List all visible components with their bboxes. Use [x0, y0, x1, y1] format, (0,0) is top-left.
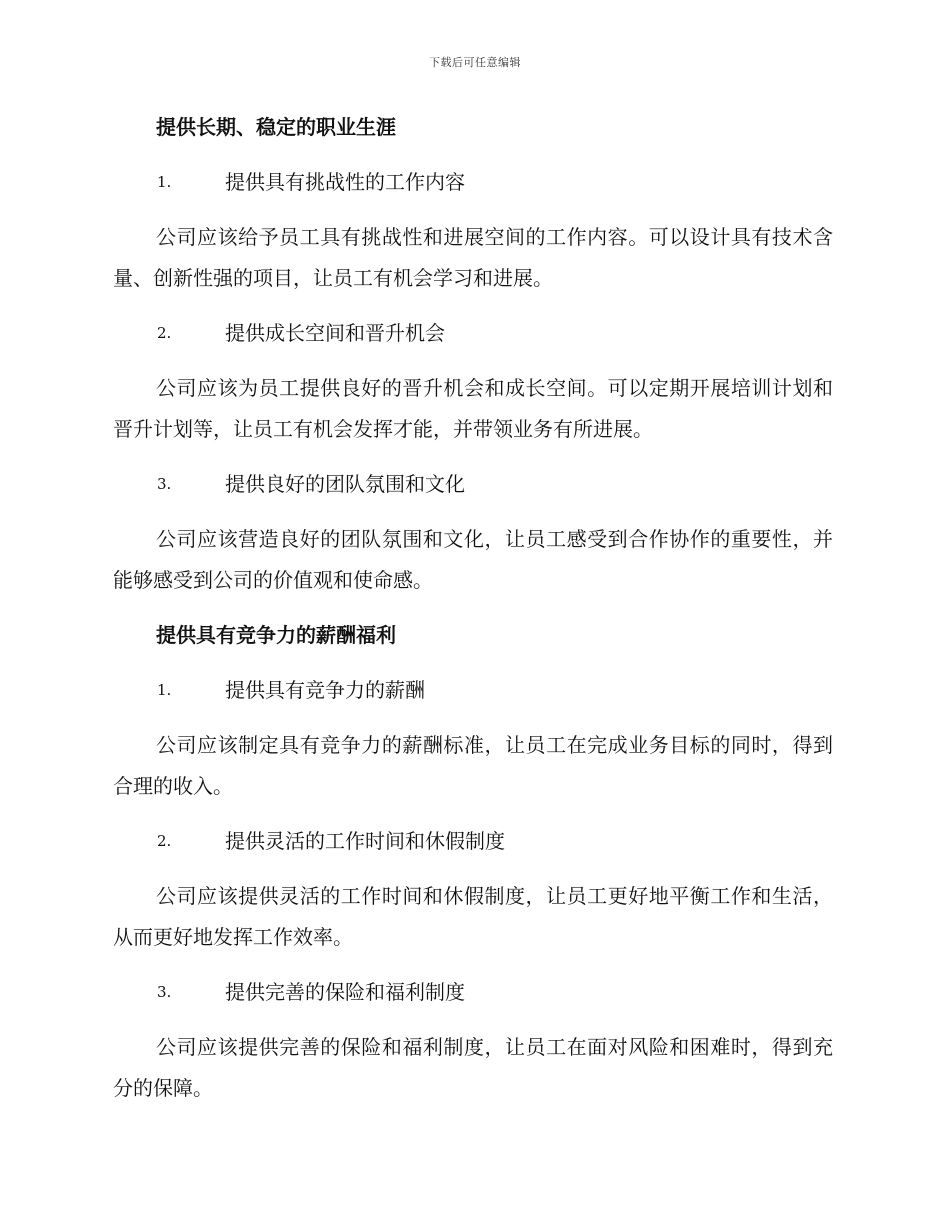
item-number: 1.	[157, 173, 172, 191]
item-number: 1.	[157, 681, 172, 699]
item-number: 3.	[157, 475, 172, 493]
item-paragraph: 公司应该提供完善的保险和福利制度，让员工在面对风险和困难时，得到充分的保障。	[113, 1035, 833, 1100]
item-paragraph: 公司应该为员工提供良好的晋升机会和成长空间。可以定期开展培训计划和晋升计划等，让员工有机会发挥才能，并带领业务有所进展。	[113, 376, 833, 441]
item-paragraph: 公司应该营造良好的团队氛围和文化，让员工感受到合作协作的重要性，并能够感受到公司的价值观和使命感。	[113, 527, 833, 592]
item-title: 提供良好的团队氛围和文化	[225, 472, 465, 496]
page-header: 下载后可任意编辑	[429, 56, 521, 69]
list-item	[113, 465, 833, 503]
item-paragraph: 公司应该提供灵活的工作时间和休假制度，让员工更好地平衡工作和生活，从而更好地发挥工作效率。	[113, 884, 833, 949]
item-paragraph: 公司应该给予员工具有挑战性和进展空间的工作内容。可以设计具有技术含量、创新性强的项目，让员工有机会学习和进展。	[113, 225, 833, 290]
item-title: 提供完善的保险和福利制度	[225, 980, 465, 1004]
document-body	[113, 108, 833, 1124]
item-title: 提供灵活的工作时间和休假制度	[225, 829, 505, 853]
item-number: 2.	[157, 324, 172, 342]
section-heading: 提供具有竞争力的薪酬福利	[156, 623, 396, 647]
item-title: 提供具有竞争力的薪酬	[225, 678, 425, 702]
list-item	[113, 163, 833, 201]
list-item	[113, 822, 833, 860]
section-heading: 提供长期、稳定的职业生涯	[156, 115, 396, 139]
item-number: 3.	[157, 983, 172, 1001]
item-number: 2.	[157, 832, 172, 850]
list-item	[113, 671, 833, 709]
item-paragraph: 公司应该制定具有竞争力的薪酬标准，让员工在完成业务目标的同时，得到合理的收入。	[113, 733, 833, 798]
list-item	[113, 314, 833, 352]
list-item	[113, 973, 833, 1011]
item-title: 提供具有挑战性的工作内容	[225, 170, 465, 194]
item-title: 提供成长空间和晋升机会	[225, 321, 445, 345]
